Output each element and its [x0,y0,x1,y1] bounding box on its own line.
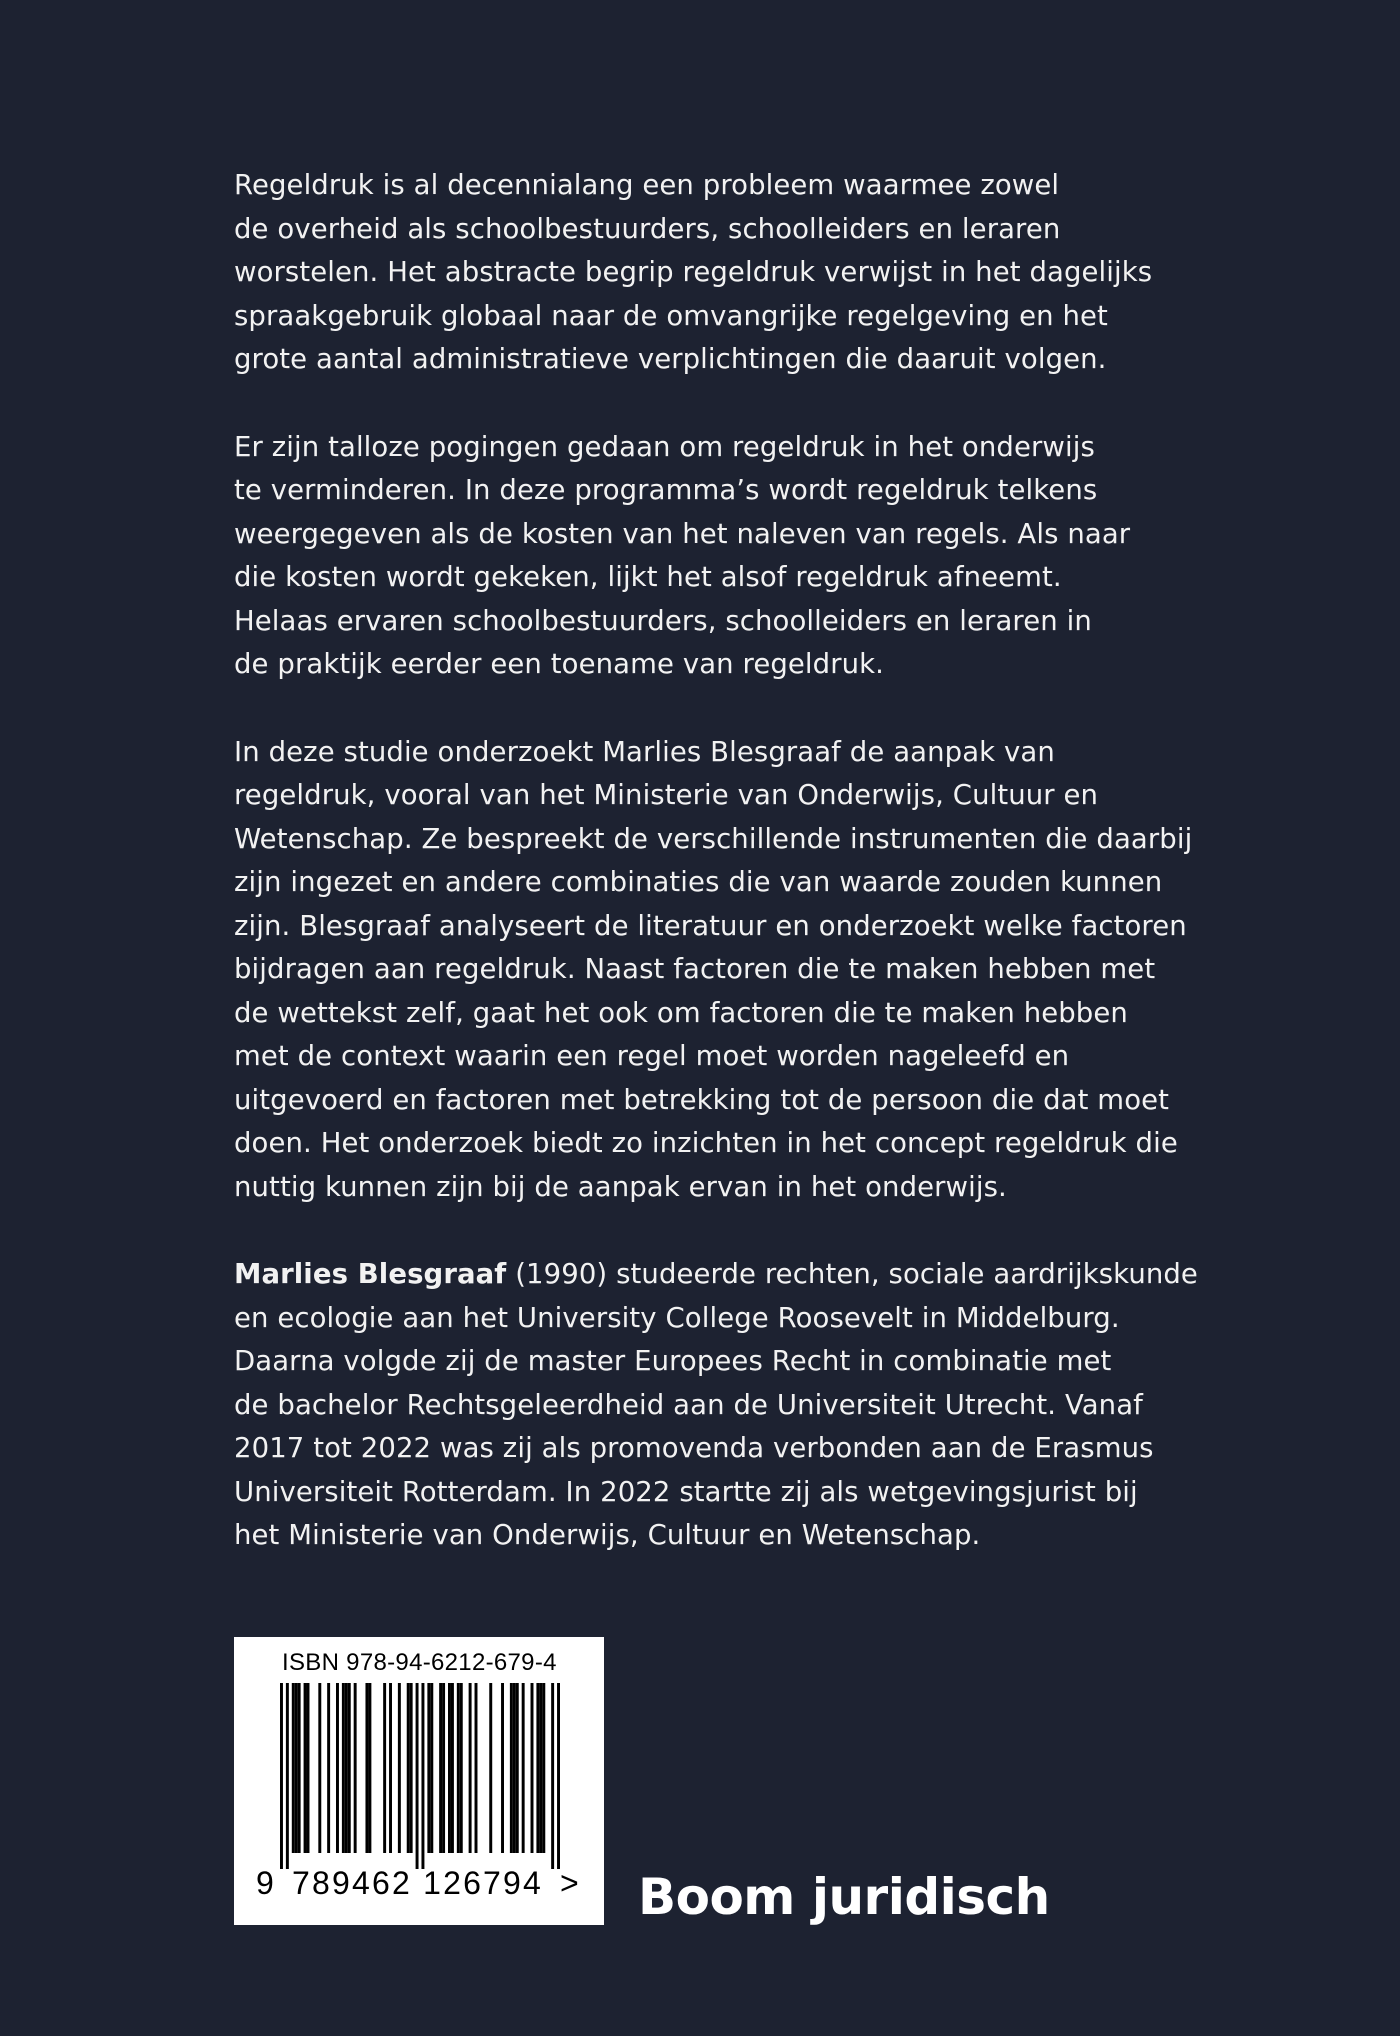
text-line: doen. Het onderzoek biedt zo inzichten in het concept regeldruk die [234,1127,1178,1159]
author-bio-first-line: (1990) studeerde rechten, sociale aardrijkskunde [506,1258,1198,1290]
barcode-bar [336,1683,339,1853]
barcode-bar [307,1683,310,1853]
barcode-bar [448,1683,451,1853]
barcode-bar [439,1683,442,1853]
barcode-guard-bar [280,1683,283,1869]
text-line: nuttig kunnen zijn bij de aanpak ervan in het onderwijs. [234,1170,1007,1203]
barcode-bar [536,1683,539,1853]
text-line: de overheid als schoolbestuurders, schoolleiders en leraren [234,212,1061,245]
text-line [234,1253,1214,1297]
barcode-bar [368,1683,371,1853]
text-line: Er zijn talloze pogingen gedaan om regeldruk in het onderwijs [234,430,1095,463]
barcode-bar [510,1683,513,1853]
barcode-bar [451,1683,454,1853]
description-paragraph-2 [234,426,1214,687]
text-line: met de context waarin een regel moet worden nageleefd en [234,1040,1070,1072]
text-line: worstelen. Het abstracte begrip regeldruk verwijst in het dagelijks [234,256,1153,288]
description-paragraph-1 [234,164,1214,382]
barcode-bar [539,1683,542,1853]
text-line: bijdragen aan regeldruk. Naast factoren die te maken hebben met [234,953,1156,985]
text-line: In deze studie onderzoekt Marlies Blesgraaf de aanpak van [234,735,1055,768]
text-line: zijn ingezet en andere combinaties die van waarde zouden kunnen [234,866,1163,898]
barcode-bar [365,1683,368,1853]
text-line: weergegeven als de kosten van het naleven van regels. Als naar [234,517,1131,550]
barcode-bar [501,1683,504,1853]
author-bio [234,1253,1214,1558]
barcode-bar [410,1683,413,1853]
barcode-bar [348,1683,351,1853]
description-paragraph-3 [234,731,1214,1210]
barcode-guard-bar [421,1683,424,1869]
text-line: de wettekst zelf, gaat het ook om factoren die te maken hebben [234,996,1128,1029]
text-line: en ecologie aan het University College Roosevelt in Middelburg. [234,1301,1120,1334]
text-line: uitgevoerd en factoren met betrekking tot de persoon die dat moet [234,1083,1170,1116]
author-name: Marlies Blesgraaf [234,1258,507,1290]
barcode-bar [442,1683,445,1853]
isbn-label: ISBN 978-94-6212-679-4 [282,1649,557,1676]
text-line: spraakgebruik globaal naar de omvangrijke regelgeving en het [234,299,1108,332]
text-line: te verminderen. In deze programma’s wordt regeldruk telkens [234,474,1098,506]
barcode-bar [389,1683,392,1853]
barcode-bar [531,1683,534,1853]
text-line: Daarna volgde zij de master Europees Recht in combinatie met [234,1345,1112,1377]
barcode-bar [327,1683,330,1853]
isbn-barcode [234,1637,604,1925]
barcode-guard-bar [416,1683,419,1869]
barcode-bar [345,1683,348,1853]
text-line: Helaas ervaren schoolbestuurders, schoolleiders en leraren in [234,604,1092,637]
barcode-bar [342,1683,345,1853]
text-line: die kosten wordt gekeken, lijkt het alsof regeldruk afneemt. [234,561,1062,593]
barcode-bar [407,1683,410,1853]
barcode-arrow: > [560,1865,580,1901]
text-line: Wetenschap. Ze bespreekt de verschillende instrumenten die daarbij [234,822,1193,855]
barcode-guard-bar [557,1683,560,1869]
barcode-bar [398,1683,401,1853]
back-cover-text [234,164,1214,1602]
barcode-bar [354,1683,357,1853]
text-line: de praktijk eerder een toename van regeldruk. [234,648,885,680]
barcode-bar [292,1683,295,1853]
publisher-logo: Boom juridisch [638,1868,1050,1926]
barcode-bar [430,1683,433,1853]
barcode-bars [280,1683,560,1869]
text-line: 2017 tot 2022 was zij als promovenda verbonden aan de Erasmus [234,1432,1154,1464]
barcode-bar [513,1683,516,1853]
text-line: zijn. Blesgraaf analyseert de literatuur en onderzoekt welke factoren [234,909,1187,942]
barcode-guard-bar [286,1683,289,1869]
barcode-bar [383,1683,386,1853]
text-line: het Ministerie van Onderwijs, Cultuur en Wetenschap. [234,1519,981,1551]
barcode-digits: 789462 126794 [292,1865,544,1901]
barcode-bar [475,1683,478,1853]
barcode-bar [469,1683,472,1853]
barcode-bar [489,1683,492,1853]
barcode-bar [298,1683,301,1853]
barcode-bar [522,1683,525,1853]
barcode-bar [427,1683,430,1853]
barcode-bar [516,1683,519,1853]
barcode-bar [542,1683,545,1853]
text-line: grote aantal administratieve verplichtingen die daaruit volgen. [234,343,1107,375]
barcode-bar [457,1683,460,1853]
barcode-bar [295,1683,298,1853]
barcode-bar [318,1683,321,1853]
text-line: Regeldruk is al decennialang een probleem waarmee zowel [234,169,1060,201]
barcode-bar [304,1683,307,1853]
text-line: de bachelor Rechtsgeleerdheid aan de Universiteit Utrecht. Vanaf [234,1388,1143,1421]
barcode-guard-bar [551,1683,554,1869]
barcode-first-digit: 9 [256,1865,275,1901]
text-line: regeldruk, vooral van het Ministerie van Onderwijs, Cultuur en [234,779,1099,811]
text-line: Universiteit Rotterdam. In 2022 startte zij als wetgevingsjurist bij [234,1475,1138,1508]
barcode-bar [460,1683,463,1853]
